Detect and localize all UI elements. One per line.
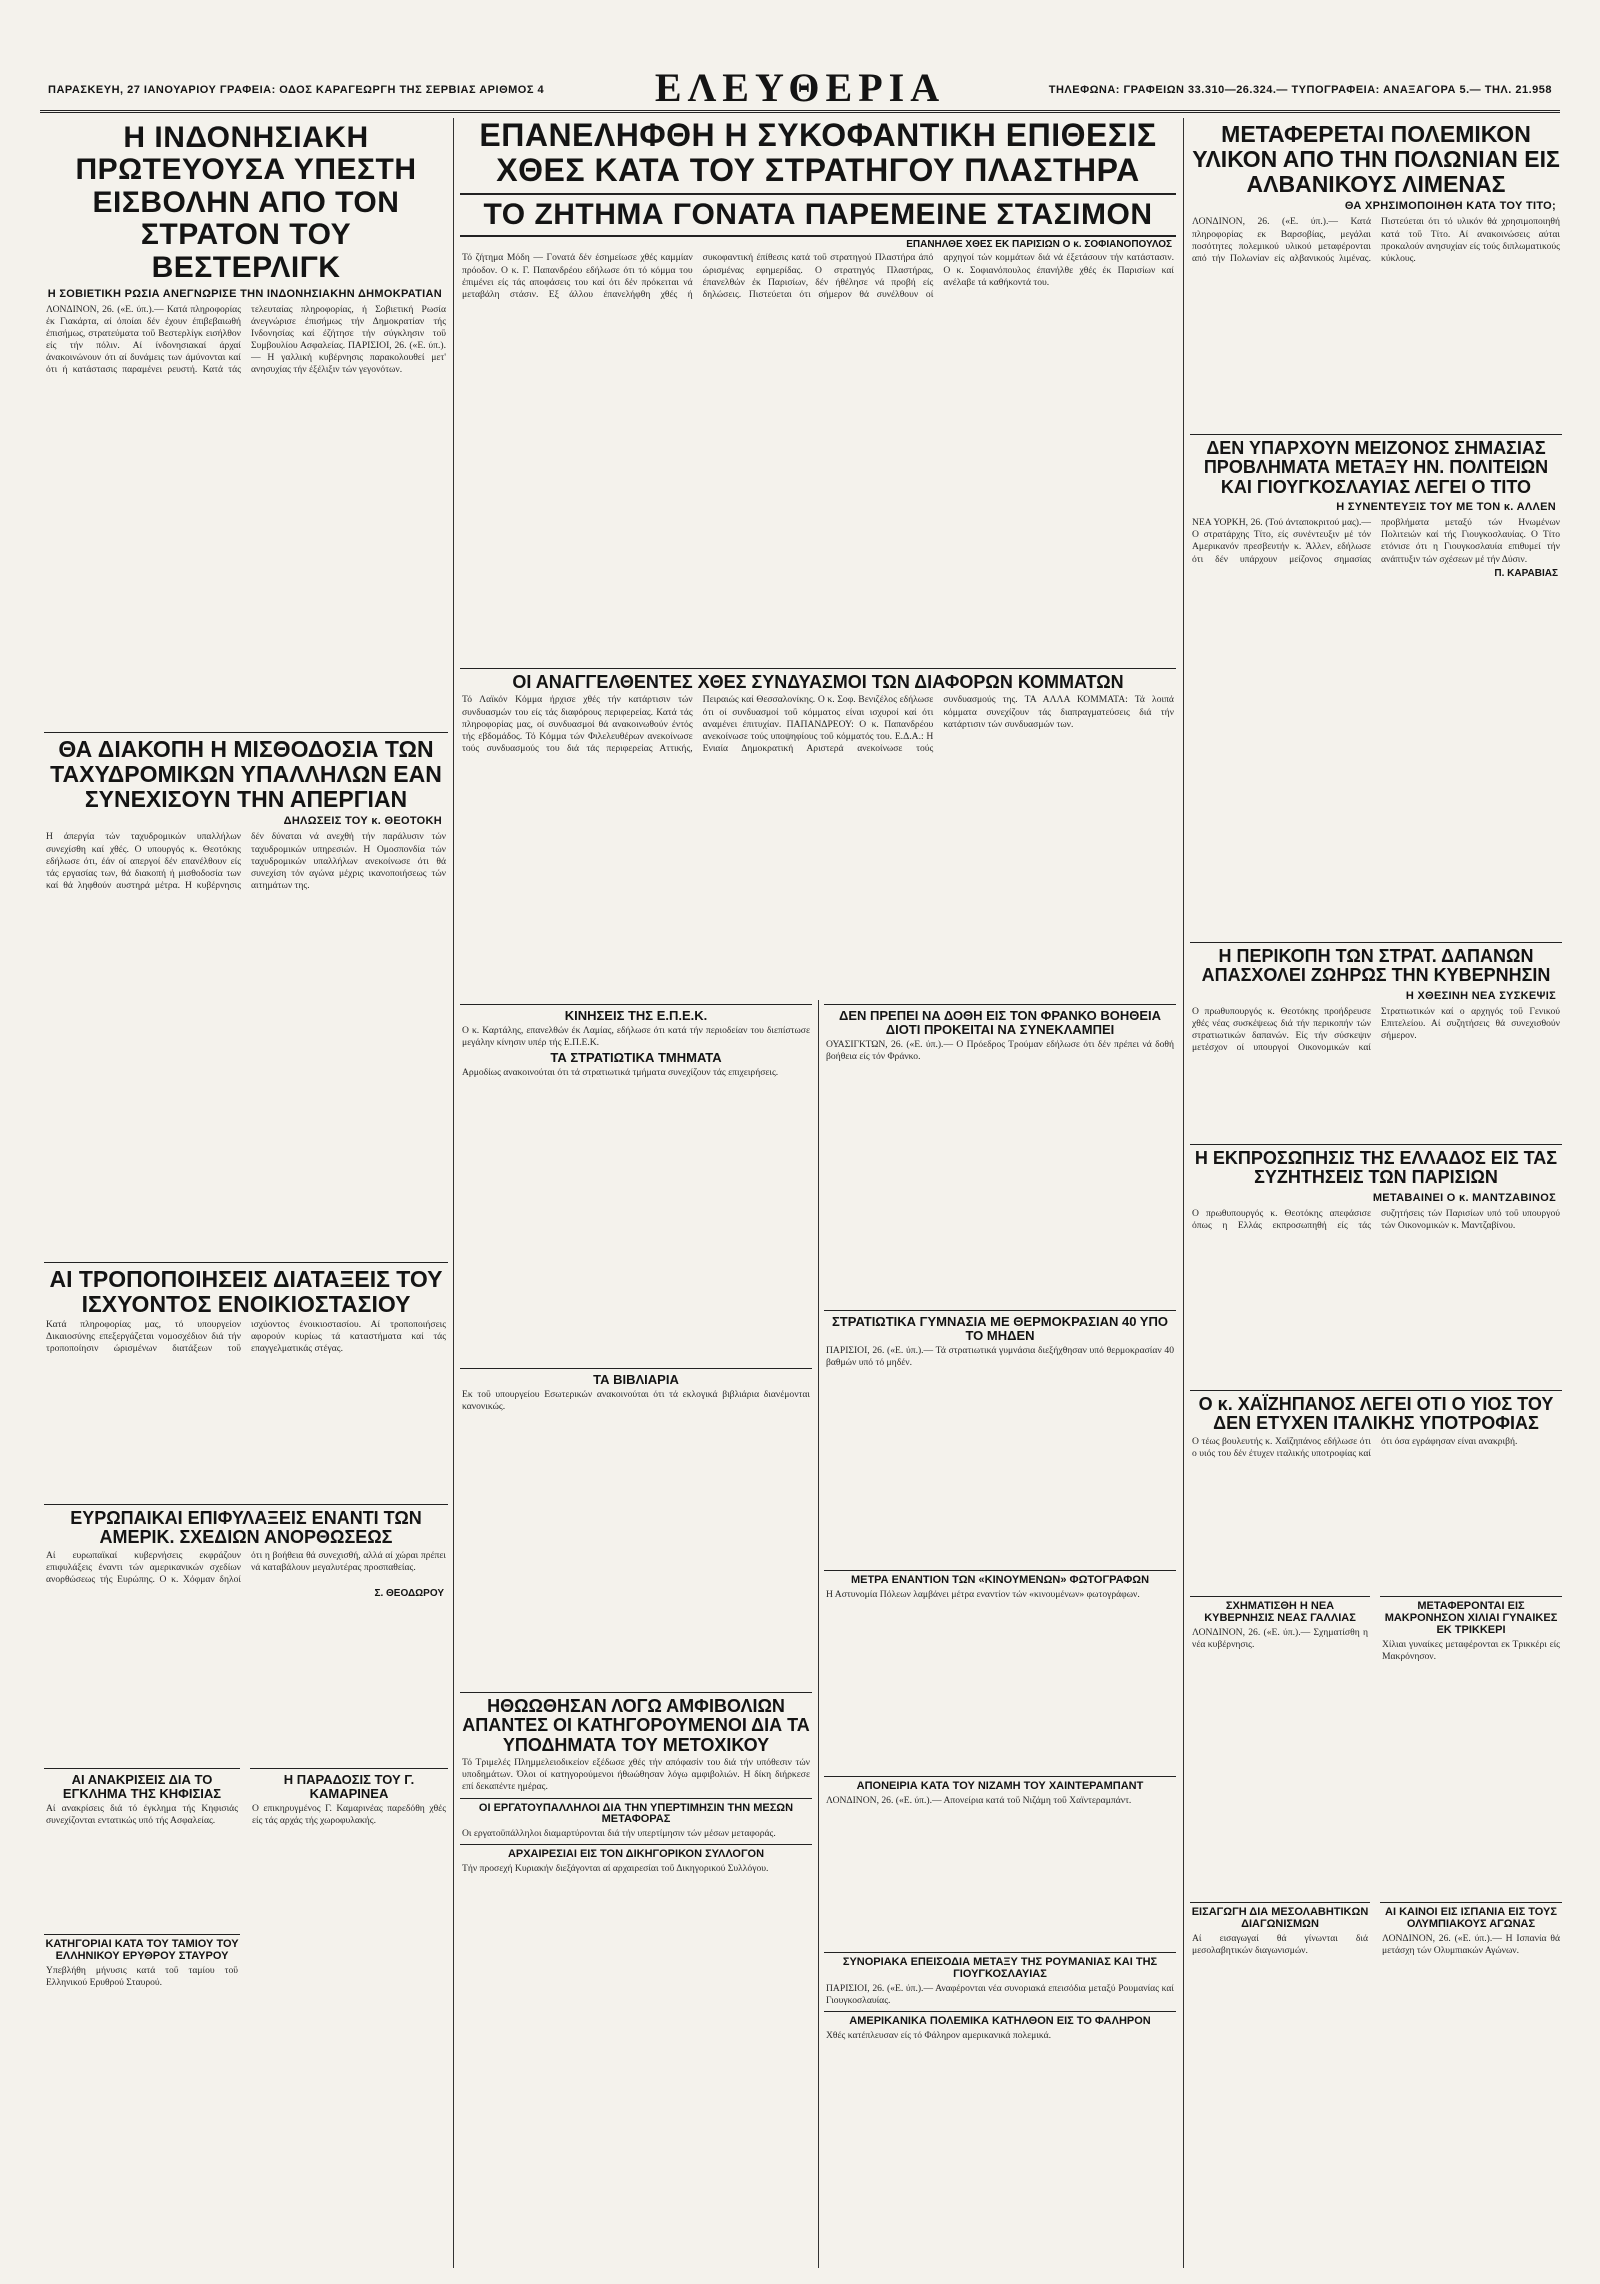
column-divider (453, 118, 454, 2268)
subheadline: Η ΧΘΕΣΙΝΗ ΝΕΑ ΣΥΣΚΕΨΙΣ (1405, 989, 1556, 1002)
headline: ΣΥΝΟΡΙΑΚΑ ΕΠΕΙΣΟΔΙΑ ΜΕΤΑΞΥ ΤΗΣ ΡΟΥΜΑΝΙΑΣ ΚΑΙ ΤΗΣ ΓΙΟΥΓΚΟΣΛΑΥΙΑΣ (842, 1956, 1158, 1980)
newspaper-title: ΕΛΕΥΘΕΡΙΑ (654, 65, 946, 110)
headline: ΑΙ ΚΑΙΝΟΙ ΕΙΣ ΙΣΠΑΝΙΑ ΕΙΣ ΤΟΥΣ ΟΛΥΜΠΙΑΚΟΥΣ ΑΓΩΝΑΣ (1385, 1906, 1557, 1930)
headline: Ο κ. ΧΑΪΖΗΠΑΝΟΣ ΛΕΓΕΙ ΟΤΙ Ο ΥΙΟΣ ΤΟΥ ΔΕΝ ΕΤΥΧΕΝ ΙΤΑΛΙΚΗΣ ΥΠΟΤΡΟΦΙΑΣ (1198, 1394, 1554, 1434)
article-body: Αί ανακρίσεις διά τό έγκλημα τής Κηφισιάς συνεχίζονται εντατικώς υπό τής Ασφαλείας. (46, 1803, 238, 1827)
article-defense-cuts (1190, 938, 1562, 1134)
headline: ΜΕΤΡΑ ΕΝΑΝΤΙΟΝ ΤΩΝ «ΚΙΝΟΥΜΕΝΩΝ» ΦΩΤΟΓΡΑΦΩΝ (850, 1574, 1150, 1586)
article-body: ΝΕΑ ΥΟΡΚΗ, 26. (Τού άνταποκριτού μας).— Ο στρατάρχης Τίτο, είς συνέντευξιν μέ τόν Αμερικανόν πρεσβευτήν κ. Άλλεν, εδήλωσε ότι δέν υπάρχουν μείζονος σημασίας προβλήματα μεταξύ τών Ηνωμένων Πολιτειών καί τής Γιουγκοσλαυίας. Ο Τίτο ετόνισε ότι η Γιουγκοσλαυία επιθυμεί τήν ανάπτυξιν τών σχέσεων μέ τήν Δύσιν. (1192, 517, 1560, 565)
article-postal-strike (44, 728, 448, 1250)
article-plastiras (460, 118, 1176, 658)
headline: ΑΙ ΑΝΑΚΡΙΣΕΙΣ ΔΙΑ ΤΟ ΕΓΚΛΗΜΑ ΤΗΣ ΚΗΦΙΣΙΑΣ (62, 1772, 222, 1802)
article-body: ΟΥΑΣΙΓΚΤΩΝ, 26. («Ε. ύπ.).— Ο Πρόεδρος Τρούμαν εδήλωσε ότι δέν πρέπει νά δοθή βοήθεια είς τόν Φράνκο. (826, 1039, 1174, 1063)
article-body: Αί εισαγωγαί θά γίνωνται διά μεσολαβητικών διαγωνισμών. (1192, 1932, 1368, 1956)
headline: ΜΕΤΑΦΕΡΟΝΤΑΙ ΕΙΣ ΜΑΚΡΟΝΗΣΟΝ ΧΙΛΙΑΙ ΓΥΝΑΙΚΕΣ ΕΚ ΤΡΙΚΚΕΡΙ (1384, 1600, 1558, 1636)
subheadline: Η ΣΥΝΕΝΤΕΥΞΙΣ ΤΟΥ ΜΕ ΤΟΝ κ. ΑΛΛΕΝ (1336, 501, 1556, 514)
signature: Σ. ΘΕΟΔΩΡΟΥ (374, 1588, 444, 1600)
column-divider (1183, 118, 1184, 2268)
column-divider (818, 1000, 819, 2268)
headline: Η ΙΝΔΟΝΗΣΙΑΚΗ ΠΡΩΤΕΥΟΥΣΑ ΥΠΕΣΤΗ ΕΙΣΒΟΛΗΝ ΑΠΟ ΤΟΝ ΣΤΡΑΤΟΝ ΤΟΥ ΒΕΣΤΕΡΛΙΓΚ (75, 122, 417, 284)
article-body: Ο πρωθυπουργός κ. Θεοτόκης προήδρευσε χθές νέας συσκέψεως διά τήν περικοπήν τών στρατιωτικών δαπανών. Είς τήν σύσκεψιν μετέσχον οί υπουργοί Οικονομικών καί Στρατιωτικών καί ο αρχηγός τοΰ Γενικού Επιτελείου. Αί συζητήσεις θά συνεχισθούν σήμερον. (1192, 1005, 1560, 1054)
article-booklets (460, 1364, 812, 1682)
headline: ΑΠΟΝΕΙΡΙΑ ΚΑΤΑ ΤΟΥ ΝΙΖΑΜΗ ΤΟΥ ΧΑΙΝΤΕΡΑΜΠΑΝΤ (856, 1780, 1144, 1792)
article-nizam (824, 1772, 1176, 1942)
signature: Π. ΚΑΡΑΒΙΑΣ (1494, 567, 1558, 579)
article-france (824, 1000, 1176, 1300)
article-olympics (1380, 1898, 1562, 2268)
article-body: Η άπεργία τών ταχυδρομικών υπαλλήλων συνεχίσθη καί χθές. Ο υπουργός κ. Θεοτόκης εδήλωσε ότι, έάν οί απεργοί δέν επανέλθουν είς τάς εργασίας των, θά διακοπή ή μισθοδοσία των καί θά ληφθούν αυστηρά μέτρα. Η κυβέρνησις δέν δύναται νά ανεχθή τήν παράλυσιν τών ταχυδρομικών υπηρεσιών. Η Ομοσπονδία τών ταχυδρομικών υπαλλήλων ανεκοίνωσε ότι θά συνεχίση τόν αγώνα μέχρις ικανοποιήσεως τών αιτημάτων της. (46, 831, 446, 891)
article-body: ΛΟΝΔΙΝΟΝ, 26. («Ε. ύπ.).— Σχηματίσθη η νέα κυβέρνησις. (1192, 1626, 1368, 1650)
headline: ΑΜΕΡΙΚΑΝΙΚΑ ΠΟΛΕΜΙΚΑ ΚΑΤΗΛΘΟΝ ΕΙΣ ΤΟ ΦΑΛΗΡΟΝ (849, 2014, 1151, 2027)
article-body: Τό Λαϊκόν Κόμμα ήρχισε χθές τήν κατάρτισιν τών συνδυασμών του είς τάς διαφόρους περιφερείας. Κατά τάς πληροφορίας μας, οί συνδυασμοί θά ανακοινωθούν έντός τής εβδομάδος. Τό Κόμμα τών Φιλελευθέρων ανεκοίνωσε τούς συνδυασμούς του διά τάς περιφερείας Αττικής, Πειραιώς καί Θεσσαλονίκης. Ο κ. Σοφ. Βενιζέλος εδήλωσε ότι οί συνδυασμοί τοΰ κόμματος είναι ισχυροί καί ότι αναμένει έπιτυχίαν. ΠΑΠΑΝΔΡΕΟΥ: Ο κ. Παπανδρέου ανεκοίνωσε τούς υποψηφίους τοΰ κόμματός του. Ε.Δ.Α.: Η Ενιαία Δημοκρατική Αριστερά ανεκοίνωσε τούς συνδυασμούς της. ΤΑ ΑΛΛΑ ΚΟΜΜΑΤΑ: Τά λοιπά κόμματα συνεχίζουν τάς διαπραγματεύσεις διά τήν κατάρτισιν τών συνδυασμών των. (462, 694, 1174, 754)
subheadline: ΔΗΛΩΣΕΙΣ ΤΟΥ κ. ΘΕΟΤΟΚΗ (283, 815, 442, 828)
subheadline: ΜΕΤΑΒΑΙΝΕΙ Ο κ. ΜΑΝΤΖΑΒΙΝΟΣ (1372, 1191, 1556, 1204)
article-body: Τό ζήτημα Μόδη — Γονατά δέν έσημείωσε χθές καμμίαν πρόοδον. Ο κ. Γ. Παπανδρέου εδήλωσε ότι τό κόμμα του έπιμένει είς τάς αποφάσεις του καί ότι δέν πρόκειται νά μεταβάλη στάσιν. Εξ άλλου έπανελήφθη χθές ή συκοφαντική έπίθεσις κατά τοΰ στρατηγού Πλαστήρα άπό ώρισμένας εφημερίδας. Ο στρατηγός Πλαστήρας, έπανελθών έκ Παρισίων, δέν ήθέλησε νά προβή είς δηλώσεις. Πιστεύεται ότι σήμερον θά συνέλθουν οί αρχηγοί τών κομμάτων διά νά έξετάσουν τήν κατάστασιν. Ο κ. Σοφιανόπουλος έπανήλθε χθές έκ Παρισίων καί ανέλαβε τά καθήκοντά του. (462, 252, 1174, 300)
headline: ΣΧΗΜΑΤΙΣΘΗ Η ΝΕΑ ΚΥΒΕΡΝΗΣΙΣ ΝΕΑΣ ΓΑΛΛΙΑΣ (1204, 1600, 1356, 1624)
article-body: Χίλιαι γυναίκες μεταφέρονται εκ Τρικκέρι είς Μακρόνησον. (1382, 1638, 1560, 1662)
article-tito (1190, 430, 1562, 930)
headline: ΜΕΤΑΦΕΡΕΤΑΙ ΠΟΛΕΜΙΚΟΝ ΥΛΙΚΟΝ ΑΠΟ ΤΗΝ ΠΟΛΩΝΙΑΝ ΕΙΣ ΑΛΒΑΝΙΚΟΥΣ ΛΙΜΕΝΑΣ (1192, 122, 1560, 197)
article-body: Η Αστυνομία Πόλεων λαμβάνει μέτρα εναντίον τών «κινουμένων» φωτογράφων. (826, 1588, 1140, 1600)
article-red-cross (44, 1930, 240, 2268)
headline: Η ΠΑΡΑΔΟΣΙΣ ΤΟΥ Γ. ΚΑΜΑΡΙΝΕΑ (283, 1772, 415, 1802)
article-body: ΛΟΝΔΙΝΟΝ, 26. («Ε. ύπ.).— Η Ισπανία θά μετάσχη τών Ολυμπιακών Αγώνων. (1382, 1932, 1560, 1956)
headline: ΑΡΧΑΙΡΕΣΙΑΙ ΕΙΣ ΤΟΝ ΔΙΚΗΓΟΡΙΚΟΝ ΣΥΛΛΟΓΟΝ (507, 1848, 765, 1861)
headline: ΘΑ ΔΙΑΚΟΠΗ Η ΜΙΣΘΟΔΟΣΙΑ ΤΩΝ ΤΑΧΥΔΡΟΜΙΚΩΝ ΥΠΑΛΛΗΛΩΝ ΕΑΝ ΣΥΝΕΧΙΣΟΥΝ ΤΗΝ ΑΠΕΡΓΙΑΝ (50, 736, 442, 812)
headline: ΑΙ ΤΡΟΠΟΠΟΙΗΣΕΙΣ ΔΙΑΤΑΞΕΙΣ ΤΟΥ ΙΣΧΥΟΝΤΟΣ ΕΝΟΙΚΙΟΣΤΑΣΙΟΥ (49, 1266, 443, 1317)
byline: ΕΠΑΝΗΛΘΕ ΧΘΕΣ ΕΚ ΠΑΡΙΣΙΩΝ Ο κ. ΣΟΦΙΑΝΟΠΟΥΛΟΣ (906, 239, 1172, 251)
headline: ΕΥΡΩΠΑΙΚΑΙ ΕΠΙΦΥΛΑΞΕΙΣ ΕΝΑΝΤΙ ΤΩΝ ΑΜΕΡΙΚ. ΣΧΕΔΙΩΝ ΑΝΟΡΘΩΣΕΩΣ (70, 1508, 422, 1548)
article-defendants (460, 1688, 812, 2268)
article-scholarship (1190, 1386, 1562, 1586)
article-body: Ο πρωθυπουργός κ. Θεοτόκης απεφάσισε όπως η Ελλάς εκπροσωπηθή είς τάς συζητήσεις τών Παρισίων υπό τοΰ υπουργού τών Οικονομικών κ. Μαντζαβίνου. (1192, 1207, 1560, 1231)
article-body: Χθές κατέπλευσαν είς τό Φάληρον αμερικανικά πολεμικά. (826, 2029, 1052, 2041)
article-body: ΛΟΝΔΙΝΟΝ, 26. («Ε. ύπ.).— Κατά πληροφορίας έκ Γιακάρτα, αί όποίαι δέν έχουν έπιβεβαιωθή έπισήμως, στρατεύματα τοΰ Βεστερλίγκ εισήλθον είς τήν πόλιν. Αί ίνδονησιακαί άρχαί άνακοινώνουν ότι αί δυνάμεις των άμύνονται καί ότι ή κατάστασις παραμένει ρευστή. Κατά τάς τελευταίας πληροφορίας, ή Σοβιετική Ρωσία άνεγνώρισε έπισήμως τήν Δημοκρατίαν τής Ινδονησίας καί έζήτησε τήν σύγκλησιν τοΰ Συμβουλίου Ασφαλείας. ΠΑΡΙΣΙΟΙ, 26. («Ε. ύπ.).— Η γαλλική κυβέρνησις παρακολουθεί μετ' ανησυχίας τήν έξέλιξιν τών γεγονότων. (46, 303, 446, 376)
article-body: Αί ευρωπαϊκαί κυβερνήσεις εκφράζουν επιφυλάξεις έναντι τών αμερικανικών σχεδίων ανορθώσεως τής Ευρώπης. Ο κ. Χόφμαν δηλοί ότι η βοήθεια θά συνεχισθή, αλλά αί χώραι πρέπει νά καταβάλουν μεγαλυτέρας προσπαθείας. (46, 1549, 446, 1586)
subheadline: ΘΑ ΧΡΗΣΙΜΟΠΟΙΗΘΗ ΚΑΤΑ ΤΟΥ ΤΙΤΟ; (1344, 200, 1556, 213)
headline: ΕΠΑΝΕΛΗΦΘΗ Η ΣΥΚΟΦΑΝΤΙΚΗ ΕΠΙΘΕΣΙΣ ΧΘΕΣ ΚΑΤΑ ΤΟΥ ΣΤΡΑΤΗΓΟΥ ΠΛΑΣΤΗΡΑ (479, 118, 1157, 188)
article-body: ΛΟΝΔΙΝΟΝ, 26. («Ε. ύπ.).— Κατά πληροφορίας εκ Βαρσοβίας, μεγάλαι ποσότητες πολεμικού υλικού μεταφέρονται από τήν Πολωνίαν είς αλβανικούς λιμένας. Πιστεύεται ότι τό υλικόν θά χρησιμοποιηθή κατά τοΰ Τίτο. Αί ανακοινώσεις αύται προκαλούν ανησυχίαν είς τούς διπλωματικούς κύκλους. (1192, 216, 1560, 264)
headline: ΤΑ ΣΤΡΑΤΙΩΤΙΚΑ ΤΜΗΜΑΤΑ (550, 1050, 722, 1066)
article-body: Υπεβλήθη μήνυσις κατά τοΰ ταμίου τοΰ Ελληνικού Ερυθρού Σταυρού. (46, 1964, 238, 1988)
article-gymnasia (824, 1306, 1176, 1560)
headline: ΔΕΝ ΥΠΑΡΧΟΥΝ ΜΕΙΖΟΝΟΣ ΣΗΜΑΣΙΑΣ ΠΡΟΒΛΗΜΑΤΑ ΜΕΤΑΞΥ ΗΝ. ΠΟΛΙΤΕΙΩΝ ΚΑΙ ΓΙΟΥΓΚΟΣΛΑΥΙΑΣ ΛΕΓΕΙ Ο ΤΙΤΟ (1203, 438, 1549, 497)
headline: Η ΕΚΠΡΟΣΩΠΗΣΙΣ ΤΗΣ ΕΛΛΑΔΟΣ ΕΙΣ ΤΑΣ ΣΥΖΗΤΗΣΕΙΣ ΤΩΝ ΠΑΡΙΣΙΩΝ (1194, 1148, 1558, 1188)
article-war-material (1190, 122, 1562, 422)
article-body: ΠΑΡΙΣΙΟΙ, 26. («Ε. ύπ.).— Αναφέρονται νέα συνοριακά επεισόδια μεταξύ Ρουμανίας καί Γιουγκοσλαυίας. (826, 1982, 1174, 2006)
article-body: Ο κ. Καρτάλης, επανελθών έκ Λαμίας, εδήλωσε ότι κατά τήν περιοδείαν του διεπίστωσε μεγάλην κίνησιν υπέρ τής Ε.Π.Ε.Κ. (462, 1025, 810, 1049)
headline: ΟΙ ΑΝΑΓΓΕΛΘΕΝΤΕΣ ΧΘΕΣ ΣΥΝΔΥΑΣΜΟΙ ΤΩΝ ΔΙΑΦΟΡΩΝ ΚΟΜΜΑΤΩΝ (512, 672, 1124, 692)
article-body: Ο τέως βουλευτής κ. Χαϊζηπάνος εδήλωσε ότι ο υιός του δέν έτυχεν ιταλικής υποτροφίας καί ότι όσα εγράφησαν είναι ανακριβή. (1192, 1435, 1518, 1459)
article-kifisia (44, 1764, 240, 1924)
article-body: Εκ τοΰ υπουργείου Εσωτερικών ανακοινούται ότι τά εκλογικά βιβλιάρια διανέμονται κανονικώς. (462, 1389, 810, 1413)
article-new-government (1190, 1592, 1370, 1892)
subheadline: Η ΣΟΒΙΕΤΙΚΗ ΡΩΣΙΑ ΑΝΕΓΝΩΡΙΣΕ ΤΗΝ ΙΝΔΟΝΗΣΙΑΚΗΝ ΔΗΜΟΚΡΑΤΙΑΝ (47, 287, 442, 300)
masthead (40, 62, 1560, 113)
article-indonesia (44, 122, 448, 720)
article-body: Κατά πληροφορίας μας, τό υπουργείον Δικαιοσύνης επεξεργάζεται νομοσχέδιον διά τήν τροποποίησιν ώρισμένων διατάξεων τοΰ ισχύοντος ένοικιοστασίου. Αί τροποποιήσεις αφορούν κυρίως τά καταστήματα καί τάς επαγγελματικάς στέγας. (46, 1318, 446, 1354)
headline: ΚΙΝΗΣΕΙΣ ΤΗΣ Ε.Π.Ε.Κ. (564, 1008, 708, 1023)
article-body: Οι εργατοϋπάλληλοι διαμαρτύρονται διά τήν υπερτίμησιν τών μέσων μεταφοράς. (462, 1828, 776, 1840)
article-body: Αρμοδίως ανακοινούται ότι τά στρατιωτικά τμήματα συνεχίζουν τάς επιχειρήσεις. (462, 1067, 779, 1079)
article-body: Ο επικηρυγμένος Γ. Καμαρινέας παρεδόθη χθές είς τάς αρχάς τής χωροφυλακής. (252, 1803, 446, 1827)
masthead-date-address: ΠΑΡΑΣΚΕΥΗ, 27 ΙΑΝΟΥΑΡΙΟΥ ΓΡΑΦΕΙΑ: ΟΔΟΣ ΚΑΡΑΓΕΩΡΓΗ ΤΗΣ ΣΕΡΒΙΑΣ ΑΡΙΘΜΟΣ 4 (48, 84, 545, 96)
article-europe (44, 1500, 448, 1758)
headline: ΔΕΝ ΠΡΕΠΕΙ ΝΑ ΔΟΘΗ ΕΙΣ ΤΟΝ ΦΡΑΝΚΟ ΒΟΗΘΕΙΑ ΔΙΟΤΙ ΠΡΟΚΕΙΤΑΙ ΝΑ ΣΥΝΕΚΛΑΜΠΕΙ (838, 1008, 1161, 1038)
article-kamarineas (250, 1764, 448, 1924)
masthead-phones: ΤΗΛΕΦΩΝΑ: ΓΡΑΦΕΙΩΝ 33.310—26.324.— ΤΥΠΟΓΡΑΦΕΙΑ: ΑΝΑΞΑΓΟΡΑ 5.— ΤΗΛ. 21.958 (1048, 84, 1552, 96)
article-strikes2 (460, 1000, 812, 1358)
headline: ΚΑΤΗΓΟΡΙΑΙ ΚΑΤΑ ΤΟΥ ΤΑΜΙΟΥ ΤΟΥ ΕΛΛΗΝΙΚΟΥ ΕΡΥΘΡΟΥ ΣΤΑΥΡΟΥ (45, 1938, 239, 1962)
headline: ΗΘΩΩΘΗΣΑΝ ΛΟΓΩ ΑΜΦΙΒΟΛΙΩΝ ΑΠΑΝΤΕΣ ΟΙ ΚΑΤΗΓΟΡΟΥΜΕΝΟΙ ΔΙΑ ΤΑ ΥΠΟΔΗΜΑΤΑ ΤΟΥ ΜΕΤΟΧΙΚΟΥ (462, 1696, 810, 1755)
article-photographers (824, 1566, 1176, 1766)
article-paris-talks (1190, 1140, 1562, 1380)
article-body: ΛΟΝΔΙΝΟΝ, 26. («Ε. ύπ.).— Απονείρια κατά τοΰ Νιζάμη τοΰ Χαϊντεραμπάντ. (826, 1794, 1132, 1806)
headline: ΣΤΡΑΤΙΩΤΙΚΑ ΓΥΜΝΑΣΙΑ ΜΕ ΘΕΡΜΟΚΡΑΣΙΑΝ 40 ΥΠΟ ΤΟ ΜΗΔΕΝ (832, 1314, 1168, 1344)
article-makronisos (1380, 1592, 1562, 1892)
headline: Η ΠΕΡΙΚΟΠΗ ΤΩΝ ΣΤΡΑΤ. ΔΑΠΑΝΩΝ ΑΠΑΣΧΟΛΕΙ ΖΩΗΡΩΣ ΤΗΝ ΚΥΒΕΡΝΗΣΙΝ (1201, 946, 1551, 986)
article-body: ΠΑΡΙΣΙΟΙ, 26. («Ε. ύπ.).— Τά στρατιωτικά γυμνάσια διεξήχθησαν υπό θερμοκρασίαν 40 βαθμών υπό τό μηδέν. (826, 1345, 1174, 1369)
article-body: Τό Τριμελές Πλημμελειοδικείον εξέδωσε χθές τήν απόφασίν του διά τήν υπόθεσιν τών υποδημάτων. Όλοι οί κατηγορούμενοι ήθωώθησαν λόγω αμφιβολιών. Η δίκη διήρκεσε επί δεκαπέντε ημέρας. (462, 1757, 810, 1793)
article-romania-warships (824, 1948, 1176, 2268)
secondary-headline: ΤΟ ΖΗΤΗΜΑ ΓΟΝΑΤΑ ΠΑΡΕΜΕΙΝΕ ΣΤΑΣΙΜΟΝ (483, 198, 1153, 232)
article-rent (44, 1258, 448, 1494)
article-party-lists (460, 664, 1176, 994)
headline: ΟΙ ΕΡΓΑΤΟΥΠΑΛΛΗΛΟΙ ΔΙΑ ΤΗΝ ΥΠΕΡΤΙΜΗΣΙΝ ΤΗΝ ΜΕΣΩΝ ΜΕΤΑΦΟΡΑΣ (478, 1801, 794, 1826)
headline: ΕΙΣΑΓΩΓΗ ΔΙΑ ΜΕΣΟΛΑΒΗΤΙΚΩΝ ΔΙΑΓΩΝΙΣΜΩΝ (1191, 1906, 1369, 1930)
article-tenders (1190, 1898, 1370, 2268)
article-body: Τήν προσεχή Κυριακήν διεξάγονται αί αρχαιρεσίαι τοΰ Δικηγορικού Συλλόγου. (462, 1863, 769, 1875)
headline: ΤΑ ΒΙΒΛΙΑΡΙΑ (593, 1372, 679, 1387)
